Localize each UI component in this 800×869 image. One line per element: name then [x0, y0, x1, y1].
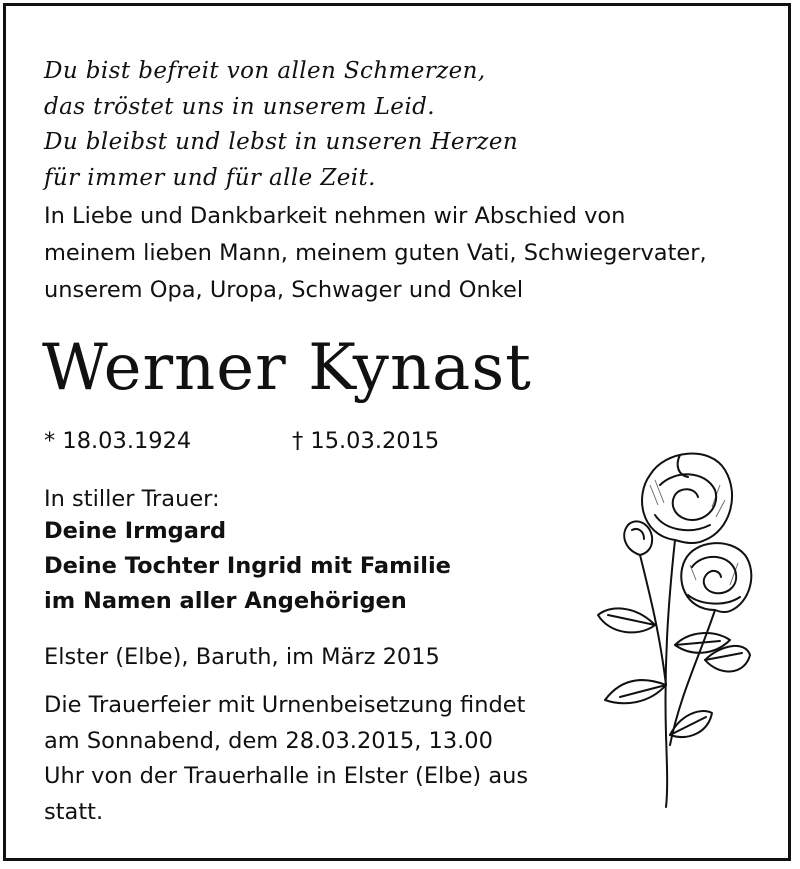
deceased-name: Werner Kynast: [42, 331, 532, 405]
poem-verse: Du bist befreit von allen Schmerzen, das tröstet uns in unserem Leid. Du bleibst und lebst in unseren Herzen für immer und für alle Zeit.: [44, 58, 519, 191]
death-date: † 15.03.2015: [292, 428, 440, 454]
birth-date: * 18.03.1924: [44, 428, 192, 454]
rose-illustration-icon: [580, 445, 760, 815]
mourners-list: Deine Irmgard Deine Tochter Ingrid mit Familie im Namen aller Angehörigen: [44, 518, 451, 614]
place-date: Elster (Elbe), Baruth, im März 2015: [44, 644, 440, 670]
farewell-text: In Liebe und Dankbarkeit nehmen wir Abschied von meinem lieben Mann, meinem guten Vati, Schwiegervater, unserem Opa, Uropa, Schwager und Onkel: [44, 203, 707, 303]
service-info: Die Trauerfeier mit Urnenbeisetzung findet am Sonnabend, dem 28.03.2015, 13.00 Uhr von der Trauerhalle in Elster (Elbe) aus statt.: [44, 692, 529, 825]
mourning-label: In stiller Trauer:: [44, 486, 220, 512]
